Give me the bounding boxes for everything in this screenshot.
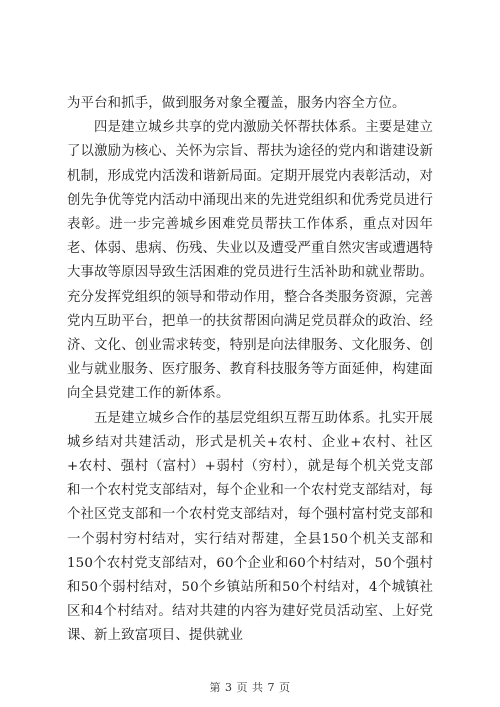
paragraph-incentive-care-system: 四是建立城乡共享的党内激励关怀帮扶体系。主要是建立了以激励为核心、关怀为宗旨、帮扶为途径的党内和谐建设新机制，形成党内活泼和谐新局面。定期开展党内表彰活动，对创先争优等党内活动中涌现出来的先进党组织和优秀党员进行表彰。进一步完善城乡困难党员帮扶工作体系，重点对因年老、体弱、患病、伤残、失业以及遭受严重自然灾害或遭遇特大事故等原因导致生活困难的党员进行生活补助和就业帮助。充分发挥党组织的领导和带动作用，整合各类服务资源，完善党内互助平台，把单一的扶贫帮困向满足党员群众的政治、经济、文化、创业需求转变，特别是向法律服务、文化服务、创业与就业服务、医疗服务、教育科技服务等方面延伸，构建面向全县党建工作的新体系。 [67, 120, 433, 402]
paragraph-mutual-help-system: 五是建立城乡合作的基层党组织互帮互助体系。扎实开展城乡结对共建活动，形式是机关+农村、企业+农村、社区+农村、强村（富村）+弱村（穷村），就是每个机关党支部和一个农村党支部结对，每个企业和一个农村党支部结对，每个社区党支部和一个农村党支部结对，每个强村富村党支部和一个弱村穷村结对，实行结对帮建，全县150个机关支部和150个农村党支部结对，60个企业和60个村结对，50个强村和50个弱村结对，50个乡镇站所和50个村结对，4个城镇社区和4个村结对。结对共建的内容为建好党员活动室、上好党课、新上致富项目、提供就业 [67, 410, 433, 644]
paragraph-continuation: 为平台和抓手，做到服务对象全覆盖，服务内容全方位。 [67, 96, 406, 111]
document-body [67, 92, 433, 649]
page-footer: 第 3 页 共 7 页 [209, 681, 291, 694]
